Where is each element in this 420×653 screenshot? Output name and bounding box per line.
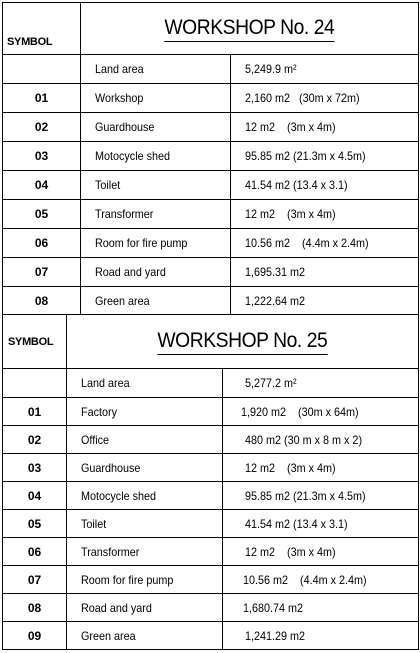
row-symbol: 09 [3,622,67,650]
row-symbol: 06 [3,538,67,566]
land-area-label: Land area [67,369,223,398]
empty-symbol-cell [3,55,81,84]
row-name: Room for fire pump [67,566,223,594]
row-value: 12 m2 (3m x 4m) [231,200,419,229]
table-row [3,482,419,510]
row-name: Transformer [81,200,231,229]
table-header-row [3,315,419,369]
land-area-label: Land area [81,55,231,84]
row-name: Green area [67,622,223,650]
row-value: 12 m2 (3m x 4m) [231,113,419,142]
table-row [3,538,419,566]
land-area-value: 5,277.2 m² [223,369,419,398]
table-row [3,566,419,594]
table-row [3,84,419,113]
row-name: Road and yard [81,258,231,287]
table-row [3,200,419,229]
row-symbol: 02 [3,113,81,142]
table-row [3,510,419,538]
symbol-header: SYMBOL [3,315,67,369]
row-name: Toilet [67,510,223,538]
table-header-row [3,3,419,55]
row-name: Guardhouse [81,113,231,142]
table-title: WORKSHOP No. 25 [158,329,328,355]
row-symbol: 04 [3,482,67,510]
row-symbol: 08 [3,594,67,622]
table-row [3,398,419,426]
row-symbol: 01 [3,398,67,426]
row-name: Room for fire pump [81,229,231,258]
table-row [3,229,419,258]
row-symbol: 02 [3,426,67,454]
row-symbol: 03 [3,142,81,171]
table-title-cell [67,315,419,369]
row-name: Guardhouse [67,454,223,482]
row-name: Factory [67,398,223,426]
table-row [3,171,419,200]
table-row [3,594,419,622]
row-name: Office [67,426,223,454]
symbol-header: SYMBOL [3,3,81,55]
row-symbol: 06 [3,229,81,258]
row-value: 480 m2 (30 m x 8 m x 2) [223,426,419,454]
row-value: 1,695.31 m2 [231,258,419,287]
empty-symbol-cell [3,369,67,398]
row-symbol: 05 [3,510,67,538]
row-value: 12 m2 (3m x 4m) [223,538,419,566]
row-name: Green area [81,287,231,315]
row-symbol: 03 [3,454,67,482]
row-symbol: 05 [3,200,81,229]
row-name: Workshop [81,84,231,113]
row-value: 41.54 m2 (13.4 x 3.1) [223,510,419,538]
table-row [3,622,419,650]
table-row [3,113,419,142]
table-row [3,426,419,454]
row-name: Motocycle shed [67,482,223,510]
table-row [3,454,419,482]
row-value: 1,241.29 m2 [223,622,419,650]
row-symbol: 01 [3,84,81,113]
row-name: Toilet [81,171,231,200]
land-area-value: 5,249.9 m² [231,55,419,84]
row-value: 10.56 m2 (4.4m x 2.4m) [231,229,419,258]
row-value: 10.56 m2 (4.4m x 2.4m) [223,566,419,594]
row-value: 95.85 m2 (21.3m x 4.5m) [223,482,419,510]
row-value: 1,680.74 m2 [223,594,419,622]
table-title: WORKSHOP No. 24 [165,16,335,42]
workshop-25-table [2,314,419,650]
row-value: 41.54 m2 (13.4 x 3.1) [231,171,419,200]
row-name: Road and yard [67,594,223,622]
row-symbol: 07 [3,566,67,594]
land-area-row [3,369,419,398]
row-name: Motocycle shed [81,142,231,171]
table-row [3,258,419,287]
table-row [3,142,419,171]
workshop-24-table [2,2,419,315]
row-value: 1,920 m2 (30m x 64m) [223,398,419,426]
row-value: 2,160 m2 (30m x 72m) [231,84,419,113]
row-symbol: 08 [3,287,81,315]
row-value: 1,222.64 m2 [231,287,419,315]
row-value: 12 m2 (3m x 4m) [223,454,419,482]
row-symbol: 04 [3,171,81,200]
table-title-cell [81,3,419,55]
row-symbol: 07 [3,258,81,287]
table-row [3,287,419,315]
row-name: Transformer [67,538,223,566]
row-value: 95.85 m2 (21.3m x 4.5m) [231,142,419,171]
land-area-row [3,55,419,84]
